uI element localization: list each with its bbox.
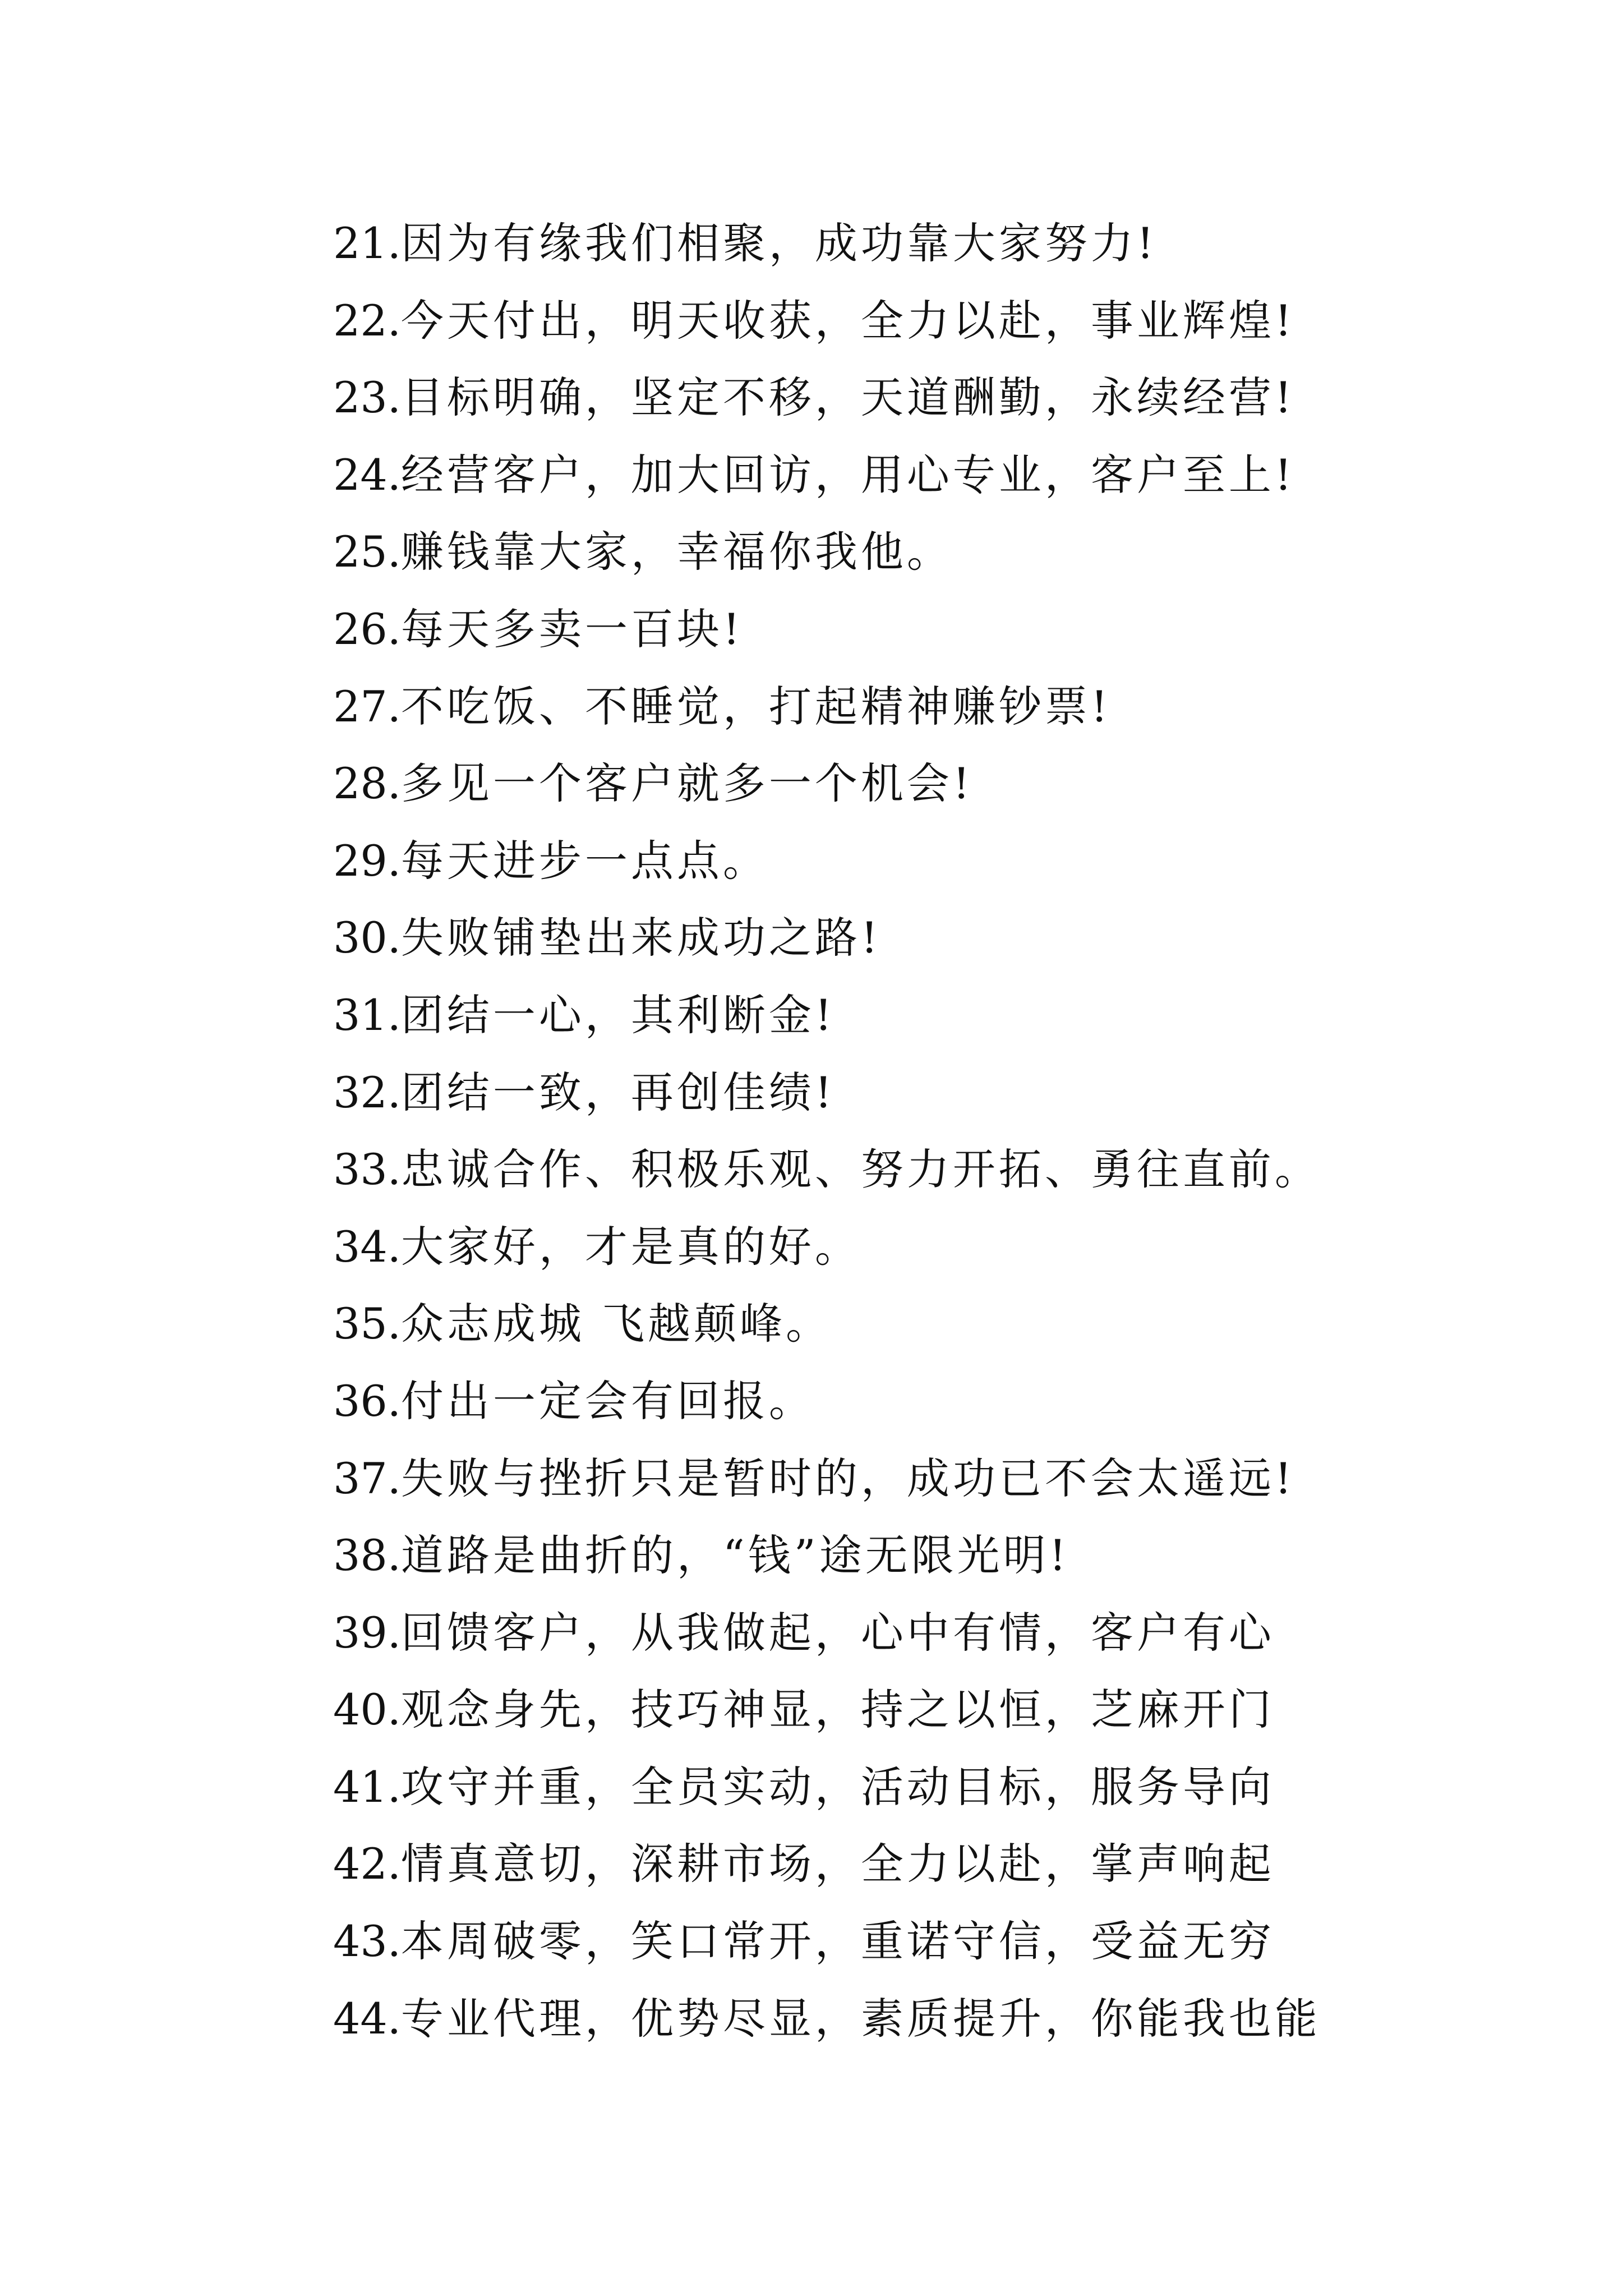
item-number: 44. [333,1993,401,2044]
item-number: 32. [333,1067,401,1117]
list-item [333,668,1511,746]
item-number: 28. [333,758,401,809]
item-text: 道路是曲折的，“钱”途无限光明! [400,1530,1070,1581]
item-number: 41. [333,1761,401,1812]
list-item [333,436,1511,514]
item-number: 23. [333,372,401,423]
list-item [333,977,1511,1054]
item-number: 27. [333,681,401,731]
list-item [333,745,1511,822]
list-item [333,1749,1511,1826]
item-number: 36. [333,1375,401,1426]
list-item [333,822,1511,900]
item-number: 34. [333,1221,401,1272]
item-number: 39. [333,1607,401,1658]
item-text: 赚钱靠大家，幸福你我他。 [400,527,953,577]
list-item [333,282,1511,360]
list-item [333,1054,1511,1131]
item-text: 观念身先，技巧神显，持之以恒，芝麻开门 [400,1685,1275,1735]
item-number: 24. [333,449,401,500]
item-text: 情真意切，深耕市场，全力以赴，掌声响起 [400,1839,1275,1889]
list-item [333,1594,1511,1672]
list-item [333,1363,1511,1440]
item-number: 40. [333,1685,401,1735]
item-number: 31. [333,990,401,1040]
item-number: 21. [333,218,401,268]
list-item [333,899,1511,977]
item-number: 42. [333,1839,401,1889]
item-text: 付出一定会有回报。 [400,1375,815,1426]
item-text: 专业代理，优势尽显，素质提升，你能我也能 [400,1993,1321,2044]
slogan-list [333,205,1511,2057]
item-text: 失败与挫折只是暂时的，成功已不会太遥远! [400,1453,1295,1503]
item-number: 22. [333,295,401,346]
list-item [333,1671,1511,1749]
item-text: 今天付出，明天收获，全力以赴，事业辉煌! [400,295,1295,346]
item-text: 回馈客户，从我做起，心中有情，客户有心 [400,1607,1275,1658]
list-item [333,1131,1511,1208]
item-text: 不吃饭、不睡觉，打起精神赚钞票! [400,681,1112,731]
item-text: 团结一致，再创佳绩! [400,1067,836,1117]
list-item [333,205,1511,282]
item-number: 26. [333,604,401,654]
item-text: 众志成城 飞越颠峰。 [400,1299,832,1349]
list-item [333,1903,1511,1980]
item-text: 因为有缘我们相聚，成功靠大家努力! [400,218,1158,268]
item-text: 多见一个客户就多一个机会! [400,758,974,809]
item-number: 25. [333,527,401,577]
list-item [333,513,1511,591]
item-number: 35. [333,1299,401,1349]
item-text: 大家好，才是真的好。 [400,1221,861,1272]
list-item [333,1825,1511,1903]
item-number: 37. [333,1453,401,1503]
item-number: 43. [333,1916,401,1967]
item-text: 忠诚合作、积极乐观、努力开拓、勇往直前。 [400,1144,1321,1195]
item-number: 38. [333,1530,401,1581]
item-text: 每天进步一点点。 [400,835,769,886]
list-item [333,1285,1511,1363]
item-text: 攻守并重，全员实动，活动目标，服务导向 [400,1761,1275,1812]
item-text: 经营客户，加大回访，用心专业，客户至上! [400,449,1295,500]
item-text: 本周破零，笑口常开，重诺守信，受益无穷 [400,1916,1275,1967]
list-item [333,1980,1511,2058]
item-text: 每天多卖一百块! [400,604,744,654]
item-number: 29. [333,835,401,886]
list-item [333,359,1511,436]
list-item [333,1517,1511,1594]
item-text: 失败铺垫出来成功之路! [400,913,882,963]
item-number: 33. [333,1144,401,1195]
item-number: 30. [333,913,401,963]
item-text: 团结一心，其利断金! [400,990,836,1040]
list-item [333,591,1511,668]
list-item [333,1208,1511,1286]
list-item [333,1440,1511,1517]
item-text: 目标明确，坚定不移，天道酬勤，永续经营! [400,372,1295,423]
